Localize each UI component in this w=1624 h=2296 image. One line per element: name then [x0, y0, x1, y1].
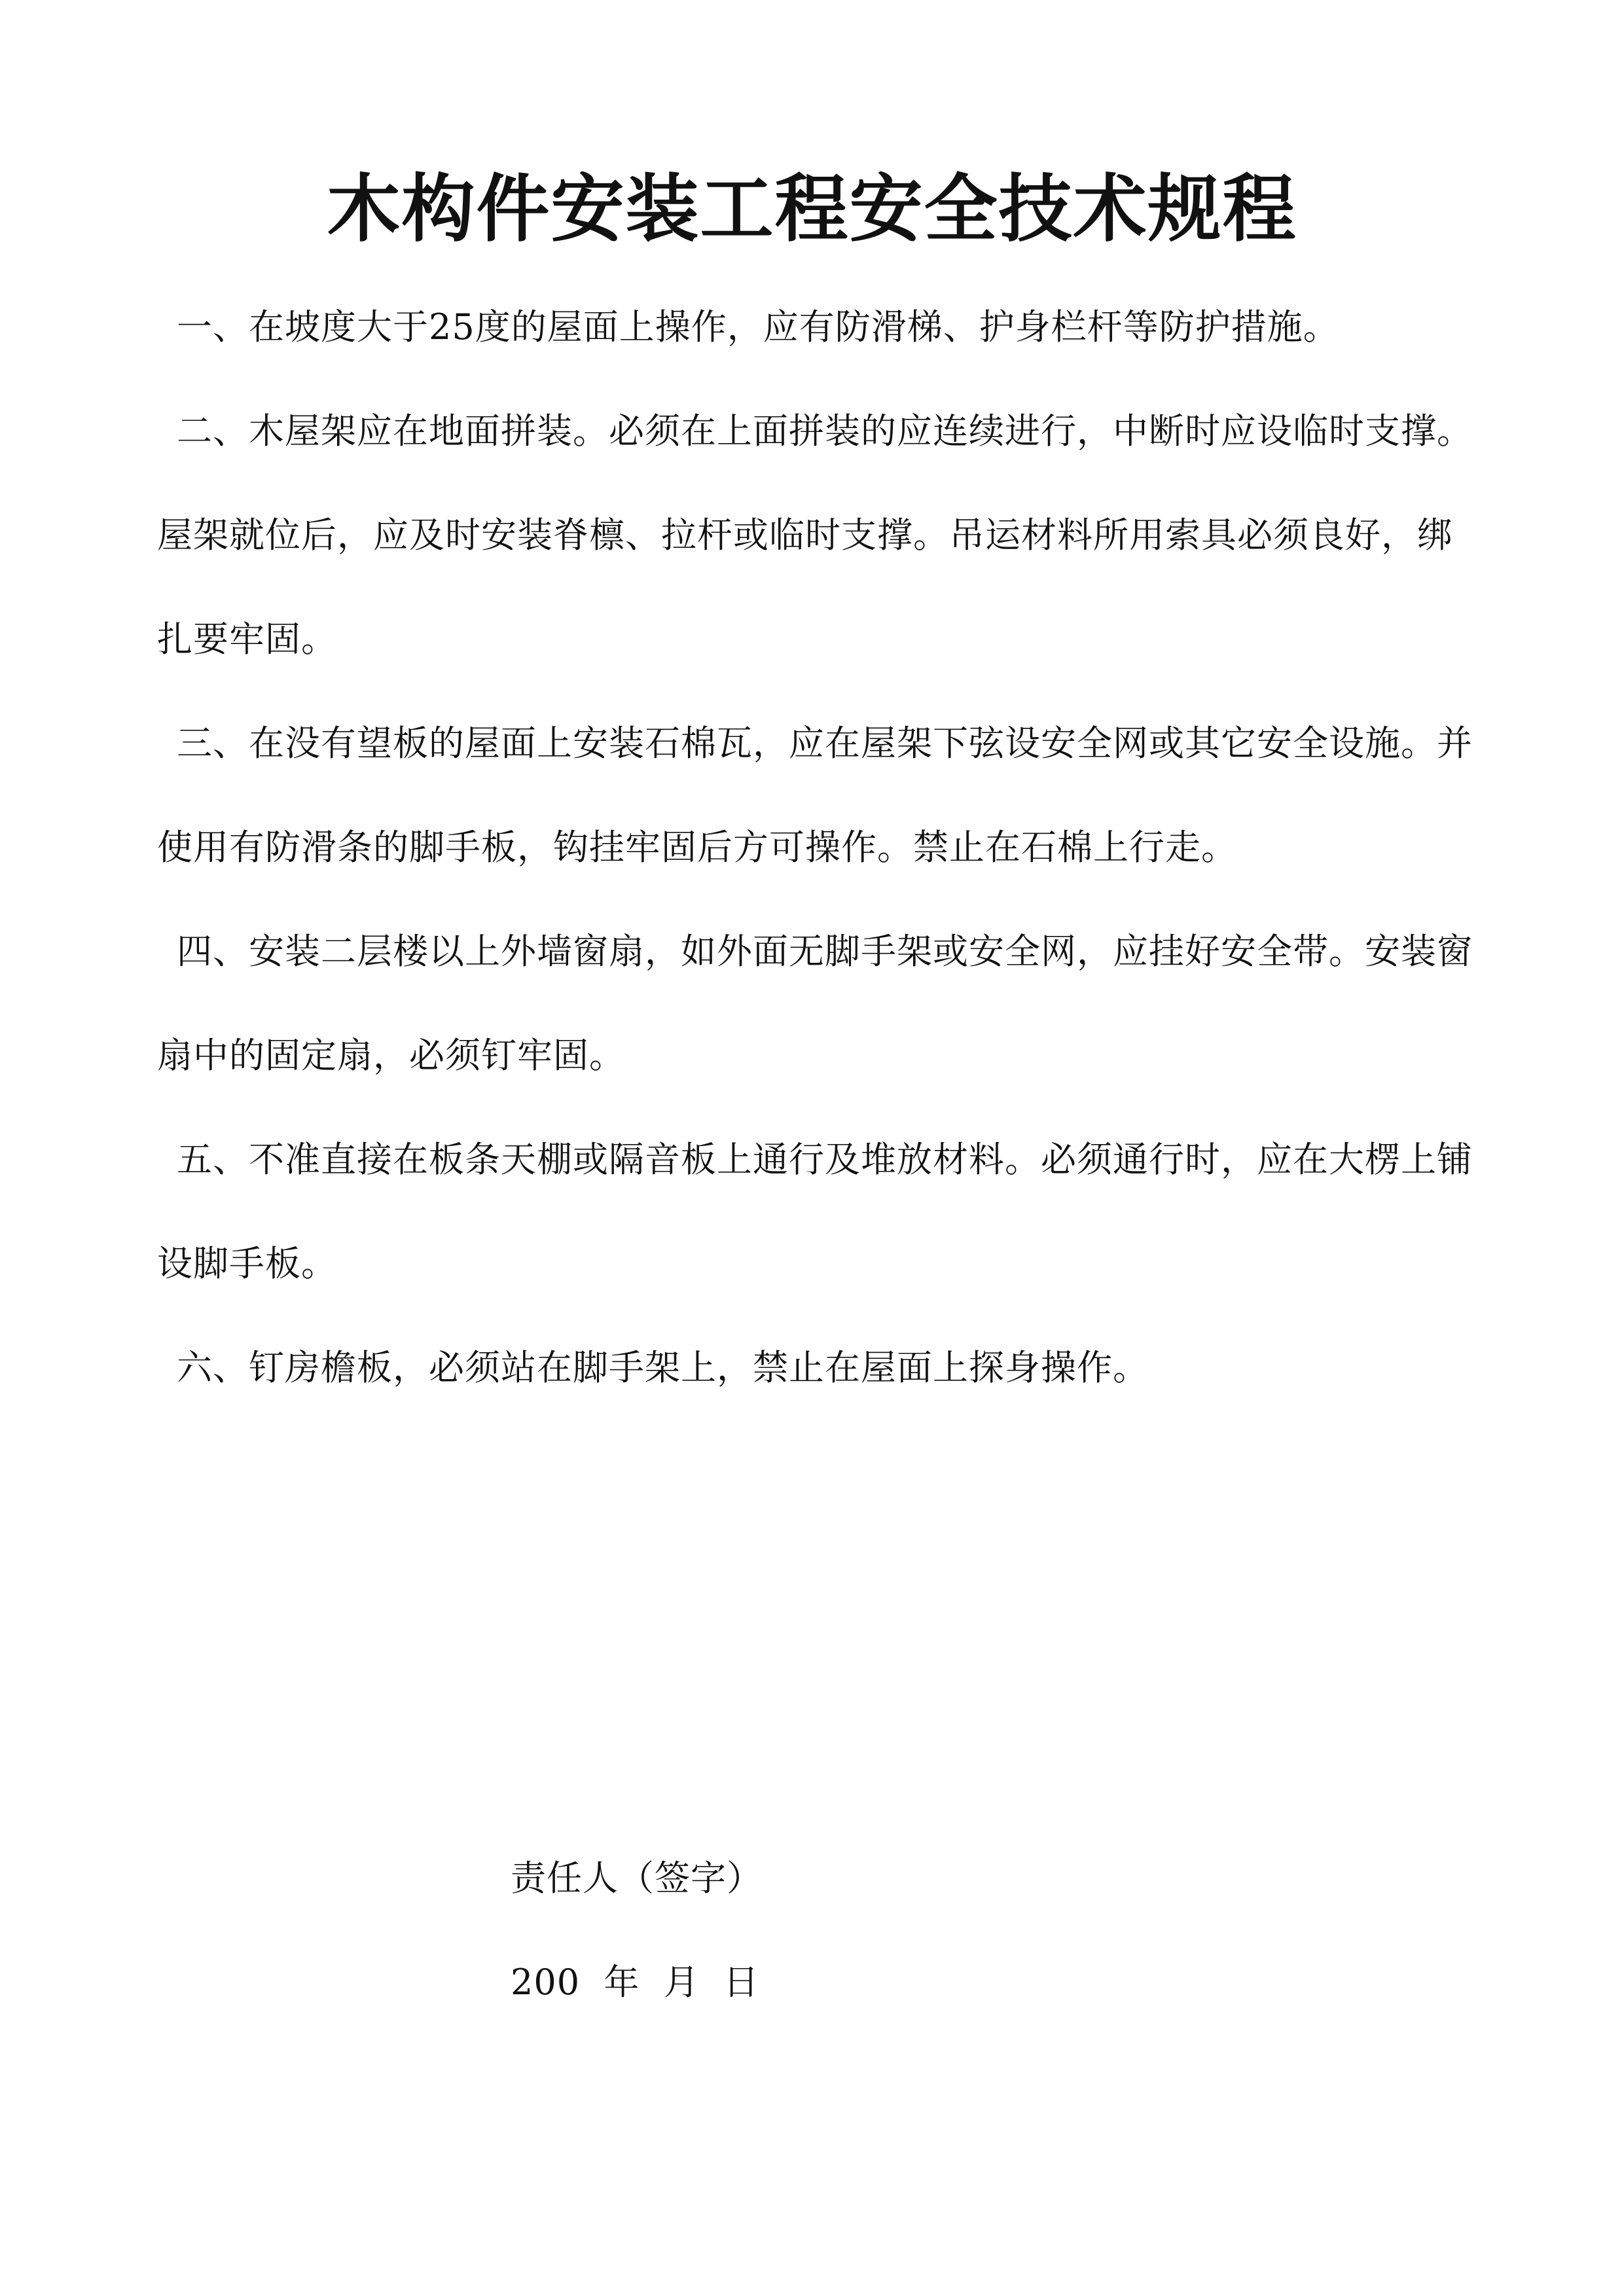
rule-paragraph-3: 三、在没有望板的屋面上安装石棉瓦，应在屋架下弦设安全网或其它安全设施。并使用有防滑条的脚手板，钩挂牢固后方可操作。禁止在石棉上行走。 [157, 723, 1473, 868]
date-line: 200 年 月 日 [511, 1962, 760, 2003]
responsible-person-label: 责任人（签字） [511, 1857, 763, 1899]
rule-paragraph-5: 五、不准直接在板条天棚或隔音板上通行及堆放材料。必须通行时，应在大楞上铺设脚手板。 [157, 1139, 1473, 1284]
rule-paragraph-1: 一、在坡度大于25度的屋面上操作，应有防滑梯、护身栏杆等防护措施。 [177, 306, 1339, 348]
rule-paragraph-2: 二、木屋架应在地面拼装。必须在上面拼装的应连续进行，中断时应设临时支撑。屋架就位后，应及时安装脊檩、拉杆或临时支撑。吊运材料所用索具必须良好，绑扎要牢固。 [157, 410, 1473, 660]
document-body [157, 275, 1479, 1420]
signature-block [511, 1826, 763, 2034]
rule-paragraph-6: 六、钉房檐板，必须站在脚手架上，禁止在屋面上探身操作。 [177, 1347, 1149, 1388]
document-title: 木构件安装工程安全技术规程 [327, 167, 1297, 252]
rule-paragraph-4: 四、安装二层楼以上外墙窗扇，如外面无脚手架或安全网，应挂好安全带。安装窗扇中的固定扇，必须钉牢固。 [157, 931, 1473, 1076]
